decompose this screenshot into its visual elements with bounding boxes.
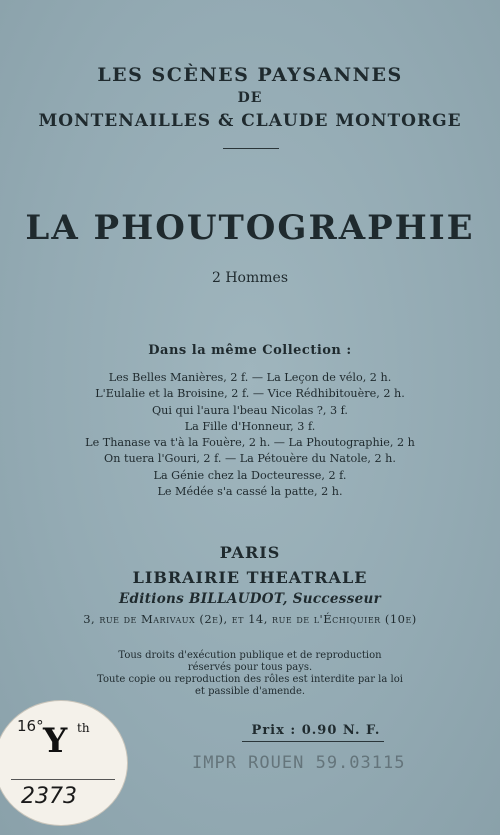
publisher-name: LIBRAIRIE THEATRALE <box>132 568 368 587</box>
price-label: Prix : 0.90 N. F. <box>251 723 381 738</box>
publisher-city: PARIS <box>219 543 281 562</box>
rights-line: et passible d'amende. <box>194 686 306 697</box>
collection-item: Les Belles Manières, 2 f. — La Leçon de vélo, 2 h. <box>108 371 392 384</box>
divider <box>223 148 279 149</box>
price-underline <box>242 741 384 742</box>
collection-item: Qui qui l'aura l'beau Nicolas ?, 3 f. <box>152 403 348 417</box>
rights-line: Toute copie ou reproduction des rôles est interdite par la loi <box>97 674 403 685</box>
series-authors: MONTENAILLES & CLAUDE MONTORGE <box>38 111 462 131</box>
play-title: LA PHOUTOGRAPHIE <box>25 208 475 248</box>
collection-item: L'Eulalie et la Broisine, 2 f. — Vice Rédhibitouère, 2 h. <box>95 387 405 401</box>
series-title: LES SCÈNES PAYSANNES <box>97 64 403 86</box>
collection-item: La Fille d'Honneur, 3 f. <box>184 419 316 433</box>
collection-heading: Dans la même Collection : <box>148 343 352 358</box>
collection-item: Le Médée s'a cassé la patte, 2 h. <box>157 485 343 499</box>
library-call-number-label <box>0 700 128 826</box>
publisher-editions: Editions BILLAUDOT, Successeur <box>118 591 382 607</box>
label-divider <box>11 779 115 780</box>
collection-item: On tuera l'Gouri, 2 f. — La Pétouère du Natole, 2 h. <box>104 452 396 466</box>
label-prefix: 16° <box>17 717 44 735</box>
collection-item: Le Thanase va t'à la Fouère, 2 h. — La Phoutographie, 2 h <box>85 436 415 450</box>
printer-stamp: IMPR ROUEN 59.03115 <box>192 753 406 773</box>
publisher-address: 3, rue de Marivaux (2e), et 14, rue de l'Échiquier (10e) <box>83 612 417 626</box>
label-letter: Y <box>43 721 68 761</box>
rights-line: Tous droits d'exécution publique et de reproduction <box>118 650 382 661</box>
series-de: DE <box>237 90 263 106</box>
collection-item: La Génie chez la Docteuresse, 2 f. <box>153 468 347 482</box>
cast-note: 2 Hommes <box>211 270 288 286</box>
label-number: 2373 <box>21 784 77 809</box>
collection-list <box>0 370 500 500</box>
rights-line: réservés pour tous pays. <box>187 662 313 673</box>
label-suffix: th <box>77 721 90 735</box>
rights-notice <box>0 650 500 698</box>
